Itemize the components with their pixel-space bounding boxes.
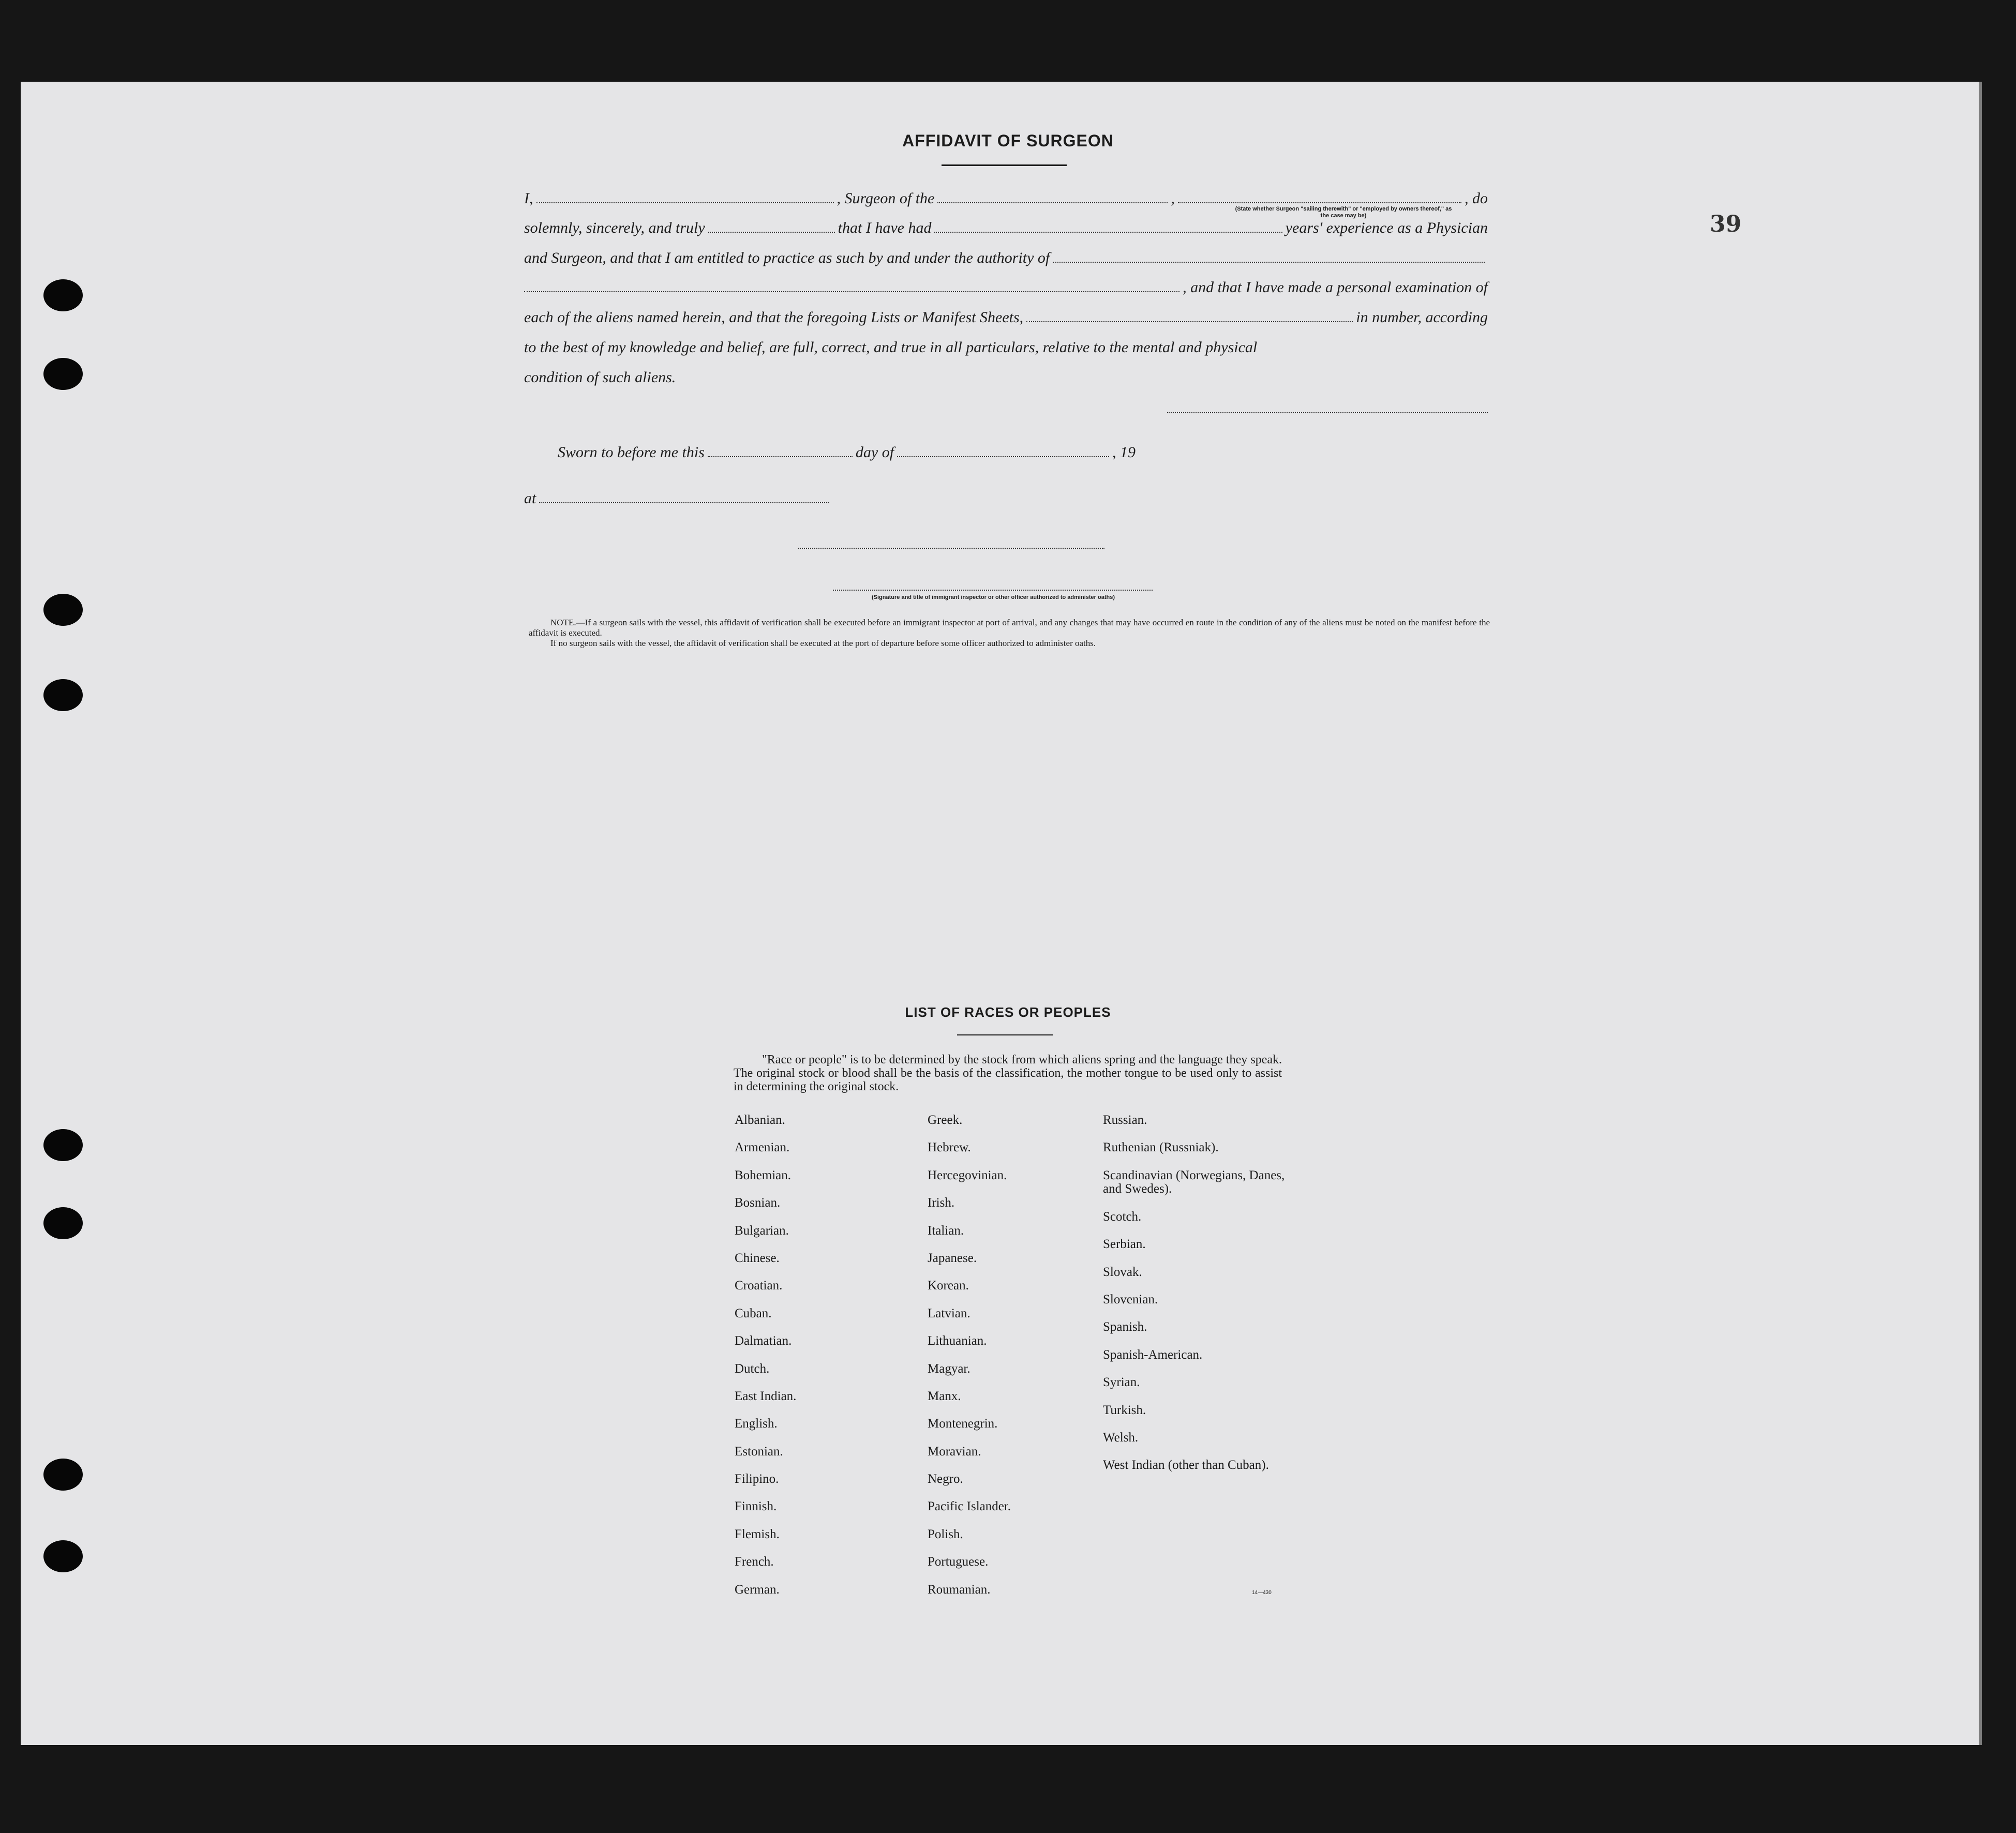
l7: condition of such aliens. [524,369,676,386]
punch-hole [43,1129,83,1161]
l2-b: that I have had [838,219,932,236]
officer-signature-line[interactable] [798,548,1104,549]
race-item: Hercegovinian. [928,1168,1007,1182]
race-item: Polish. [928,1527,963,1541]
race-item: Magyar. [928,1361,970,1376]
l5-b: in number, according [1356,309,1488,326]
l5-a: each of the aliens named herein, and that the foregoing Lists or Manifest Sheets, [524,309,1024,326]
sworn-month-field[interactable] [897,456,1109,457]
l1-surgeon: , Surgeon of the [837,190,935,207]
race-item: Moravian. [928,1444,981,1459]
l1-i: I, [524,190,533,207]
races-column-1 [735,1114,905,1611]
race-item: Lithuanian. [928,1334,987,1348]
affidavit-note-2: If no surgeon sails with the vessel, the affidavit of verification shall be executed at the port of departure before some officer authorized to administer oaths. [550,638,1096,648]
race-item: Dalmatian. [735,1334,792,1348]
race-item: Bosnian. [735,1196,781,1210]
race-item: Slovenian. [1103,1292,1158,1306]
at-place-field[interactable] [539,502,829,503]
affidavit-line-7 [524,363,1488,393]
race-item: Ruthenian (Russniak). [1103,1140,1219,1155]
punch-hole [43,358,83,390]
race-item: Bulgarian. [735,1223,789,1238]
race-item: Finnish. [735,1499,777,1514]
officer-title-line[interactable] [833,590,1153,591]
sworn-c: , 19 [1112,444,1136,461]
punch-hole [43,1459,83,1491]
race-item: Croatian. [735,1279,783,1293]
punch-hole [43,1207,83,1239]
race-item: Portuguese. [928,1555,989,1569]
race-item: Korean. [928,1279,969,1293]
race-item: Montenegrin. [928,1417,998,1431]
blank-field[interactable] [708,232,835,233]
race-item: Latvian. [928,1306,970,1320]
race-item: Japanese. [928,1251,977,1265]
race-item: Hebrew. [928,1140,971,1155]
surgeon-signature-line[interactable] [1167,412,1488,413]
race-item: Armenian. [735,1140,790,1155]
punch-hole [43,1540,83,1572]
race-item: Turkish. [1103,1403,1146,1417]
affidavit-line-5 [524,303,1488,333]
race-item: Flemish. [735,1527,780,1541]
race-item: East Indian. [735,1389,797,1403]
punch-hole [43,679,83,711]
race-item: Chinese. [735,1251,780,1265]
race-item: Manx. [928,1389,961,1403]
races-intro: "Race or people" is to be determined by the stock from which aliens spring and the language they speak. The original stock or blood shall be the basis of the classification, the mother tongue to be used only to assist in determining the original stock. [734,1053,1282,1093]
sworn-line [558,438,1230,468]
sworn-day-field[interactable] [708,456,853,457]
authority-field[interactable] [1053,262,1485,263]
race-item: Pacific Islander. [928,1499,1011,1514]
l2-c: years' experience as a Physician [1285,219,1488,236]
title-underline [942,164,1067,166]
race-item: Estonian. [735,1444,783,1459]
race-item: Filipino. [735,1472,779,1486]
race-item: Irish. [928,1196,955,1210]
race-item: Greek. [928,1113,963,1127]
race-item: Scotch. [1103,1209,1142,1224]
l1-comma: , [1171,190,1175,207]
affidavit-note-1: NOTE.—If a surgeon sails with the vessel, this affidavit of verification shall be executed before an immigrant inspector at port of arrival, and any changes that may have occurred en route in the condition of any of the aliens must be noted on the manifest before the affidavit is executed. [529,618,1490,638]
sailing-status-note: (State whether Surgeon "sailing therewith" or "employed by owners thereof," as the case may be) [1235,206,1452,219]
race-item: French. [735,1555,774,1569]
vessel-name-field[interactable] [937,202,1168,203]
race-item: Spanish. [1103,1320,1147,1334]
race-item: Welsh. [1103,1430,1139,1445]
signature-caption: (Signature and title of immigrant inspector or other officer authorized to administer oaths) [872,594,1115,600]
race-item: Roumanian. [928,1582,991,1597]
affidavit-title: AFFIDAVIT OF SURGEON [902,131,1114,150]
affidavit-line-6 [524,333,1488,363]
punch-hole [43,594,83,626]
races-title: LIST OF RACES OR PEOPLES [905,1004,1111,1020]
affidavit-line-2 [524,213,1488,243]
race-item: Serbian. [1103,1237,1146,1252]
race-item: Negro. [928,1472,963,1486]
surgeon-name-field[interactable] [536,202,834,203]
authority-field-cont[interactable] [524,291,1179,292]
race-item: Syrian. [1103,1375,1140,1390]
race-item: Spanish-American. [1103,1347,1203,1362]
sailing-status-field[interactable] [1178,202,1461,203]
punch-hole [43,279,83,311]
race-item: English. [735,1417,778,1431]
race-item: Russian. [1103,1113,1147,1127]
l3-a: and Surgeon, and that I am entitled to practice as such by and under the authority of [524,249,1050,266]
sworn-b: day of [855,444,894,461]
race-item: German. [735,1582,780,1597]
affidavit-line-3 [524,243,1488,273]
at-label: at [524,490,536,507]
race-item: Dutch. [735,1361,770,1376]
sworn-a: Sworn to before me this [558,444,705,461]
races-column-3 [1103,1114,1300,1486]
sheets-count-field[interactable] [1026,321,1353,322]
race-item: Bohemian. [735,1168,792,1182]
race-item: Cuban. [735,1306,772,1320]
l2-a: solemnly, sincerely, and truly [524,219,705,236]
l6: to the best of my knowledge and belief, are full, correct, and true in all particulars, relative to the mental and physical [524,339,1258,356]
race-item: Slovak. [1103,1265,1142,1279]
races-title-underline [957,1034,1053,1035]
years-experience-field[interactable] [934,232,1282,233]
races-column-2 [928,1114,1093,1611]
l1-do: , do [1465,190,1488,207]
race-item: West Indian (other than Cuban). [1103,1458,1269,1473]
form-number: 14—430 [1252,1590,1272,1596]
l4-a: , and that I have made a personal examination of [1183,279,1488,296]
at-line [524,484,845,514]
race-item: Italian. [928,1223,964,1238]
race-item: Albanian. [735,1113,785,1127]
page-number: 39 [1710,211,1742,237]
affidavit-line-4 [524,273,1488,303]
race-item: Scandinavian (Norwegians, Danes, and Swedes). [1103,1168,1285,1196]
